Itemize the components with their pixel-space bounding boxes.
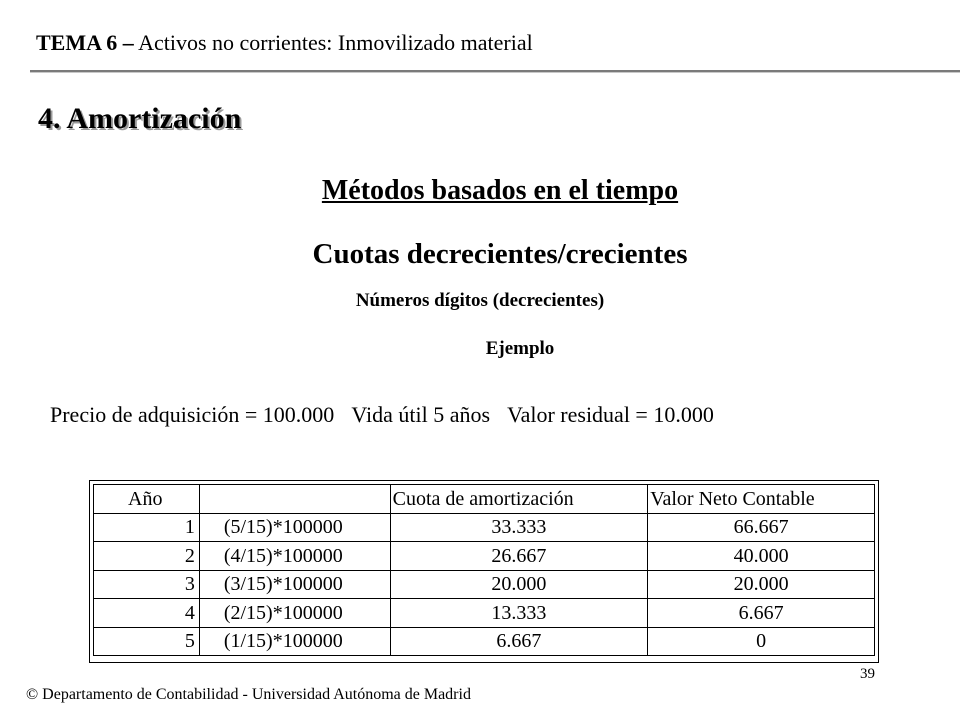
header-year: Año (94, 485, 200, 514)
table-row (94, 542, 875, 571)
cell-vnc: 6.667 (648, 599, 875, 628)
cell-cuota: 6.667 (390, 627, 648, 656)
example-residual: Valor residual = 10.000 (507, 402, 714, 427)
cell-cuota: 33.333 (390, 513, 648, 542)
slide-header (36, 30, 533, 56)
table-header-row (94, 485, 875, 514)
example-life: Vida útil 5 años (351, 402, 491, 427)
cell-vnc: 66.667 (648, 513, 875, 542)
table-row (94, 599, 875, 628)
cell-cuota: 26.667 (390, 542, 648, 571)
cell-vnc: 0 (648, 627, 875, 656)
cell-cuota: 20.000 (390, 570, 648, 599)
subtitle-digits: Números dígitos (decrecientes) (355, 290, 605, 311)
cell-vnc: 20.000 (648, 570, 875, 599)
page-number: 39 (860, 666, 875, 682)
example-parameters (50, 402, 726, 428)
example-price: Precio de adquisición = 100.000 (50, 402, 335, 427)
cell-formula: (1/15)*100000 (199, 627, 390, 656)
section-title: 4. Amortización (38, 102, 242, 135)
header-cuota: Cuota de amortización (390, 485, 648, 514)
cell-year: 4 (94, 599, 200, 628)
header-divider (30, 70, 960, 73)
cell-formula: (3/15)*100000 (199, 570, 390, 599)
cell-vnc: 40.000 (648, 542, 875, 571)
cell-formula: (4/15)*100000 (199, 542, 390, 571)
table-row (94, 627, 875, 656)
cell-cuota: 13.333 (390, 599, 648, 628)
header-vnc: Valor Neto Contable (648, 485, 875, 514)
subtitle-methods: Métodos basados en el tiempo (321, 175, 679, 206)
amortization-table (93, 484, 875, 656)
cell-year: 2 (94, 542, 200, 571)
table-row (94, 513, 875, 542)
amortization-table-frame (89, 480, 879, 663)
cell-formula: (2/15)*100000 (199, 599, 390, 628)
cell-year: 5 (94, 627, 200, 656)
header-topic: TEMA 6 – (36, 30, 134, 55)
subtitle-quotas: Cuotas decrecientes/crecientes (312, 238, 688, 270)
header-formula (199, 485, 390, 514)
table-row (94, 570, 875, 599)
cell-year: 3 (94, 570, 200, 599)
header-title: Activos no corrientes: Inmovilizado material (138, 30, 533, 55)
footer-copyright: © Departamento de Contabilidad - Universidad Autónoma de Madrid (26, 686, 471, 703)
subtitle-example: Ejemplo (485, 338, 555, 359)
cell-formula: (5/15)*100000 (199, 513, 390, 542)
cell-year: 1 (94, 513, 200, 542)
